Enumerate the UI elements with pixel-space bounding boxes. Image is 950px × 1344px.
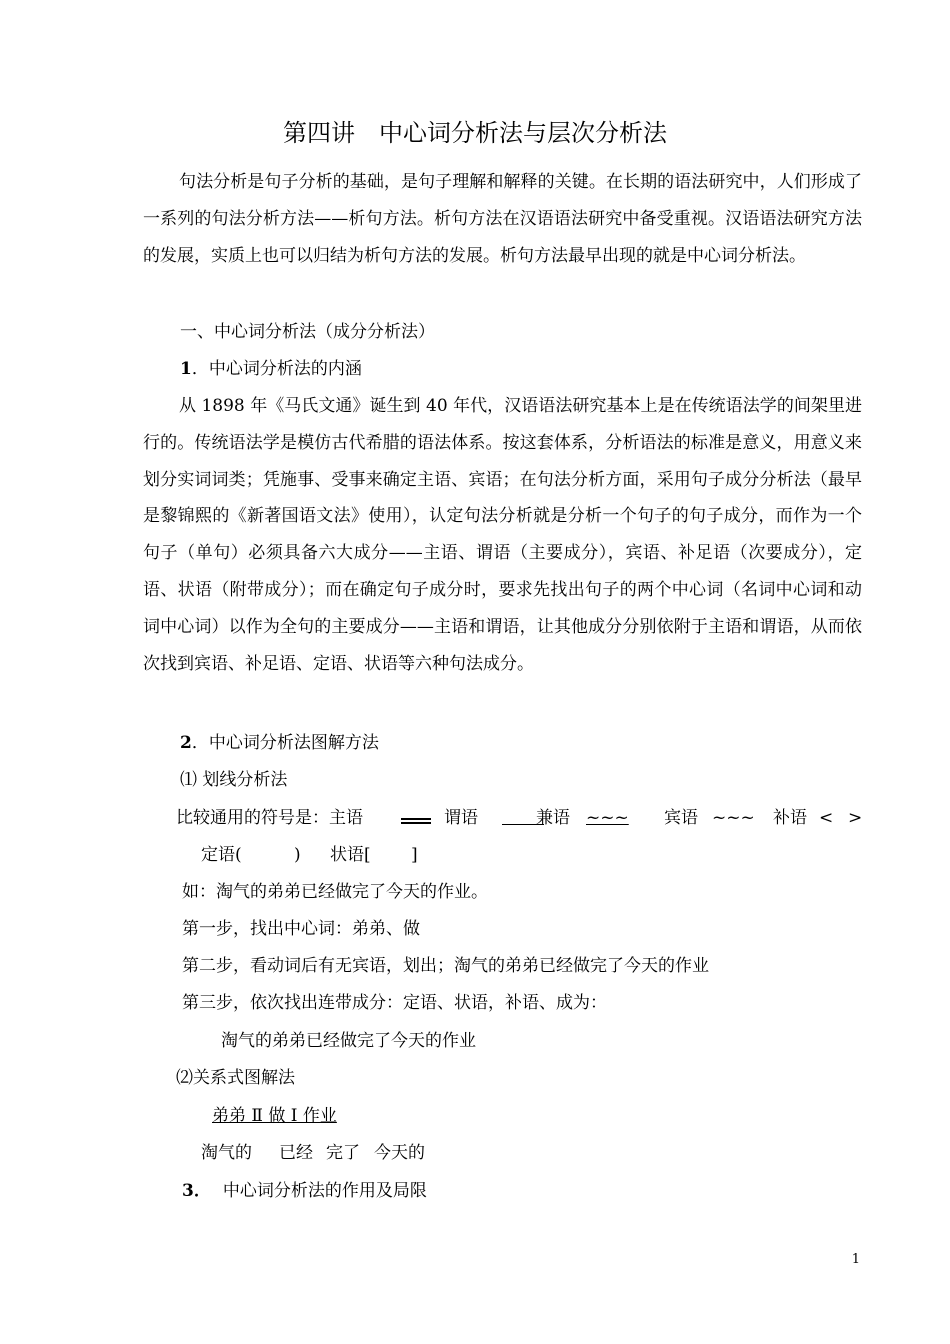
symbols-lead: 比较通用的符号是：主语 [176, 808, 363, 828]
complement-label: 补语 [773, 808, 807, 828]
subject-double-line-bottom [401, 822, 431, 824]
subsection3-text: 中心词分析法的作用及局限 [222, 1181, 427, 1201]
page-number: 1 [851, 1252, 860, 1267]
subsection2-heading [180, 731, 379, 755]
subsection3-heading [182, 1179, 427, 1203]
subsection2-text: ．中心词分析法图解方法 [191, 733, 379, 753]
object-label: 宾语 [664, 808, 698, 828]
subsection2-number: 2 [180, 733, 192, 753]
step-two: 第二步，看动词后有无宾语，划出；淘气的弟弟已经做完了今天的作业 [182, 956, 709, 976]
pivot-wavy-mark: ~~~ [586, 808, 629, 828]
adverbial-close-bracket: ] [411, 845, 418, 865]
subsection1-number: 1 [180, 359, 192, 379]
section1-heading: 一、中心词分析法（成分分析法） [180, 322, 435, 342]
subject-double-line-top [401, 818, 431, 820]
example-sentence: 如：淘气的弟弟已经做完了今天的作业。 [182, 882, 488, 902]
method2-heading: ⑵关系式图解法 [176, 1068, 295, 1088]
complement-close-bracket: > [848, 808, 863, 828]
subsection3-number: 3． [182, 1181, 211, 1201]
page-title: 第四讲 中心词分析法与层次分析法 [283, 119, 667, 147]
diagram-modifier-2: 已经 [279, 1143, 313, 1163]
complement-open-bracket: < [819, 808, 834, 828]
attributive-label: 定语( [201, 845, 242, 865]
diagram-modifier-1: 淘气的 [201, 1143, 252, 1163]
attributive-close-paren: ) [294, 845, 301, 865]
subsection1-text: ．中心词分析法的内涵 [191, 359, 362, 379]
adverbial-label: 状语[ [330, 845, 371, 865]
step-one: 第一步，找出中心词：弟弟、做 [182, 919, 420, 939]
diagram-modifier-4: 今天的 [374, 1143, 425, 1163]
pivot-label: 兼语 [536, 808, 570, 828]
predicate-label: 谓语 [444, 808, 478, 828]
subsection1-body: 从 1898 年《马氏文通》诞生到 40 年代，汉语语法研究基本上是在传统语法学的间架里进行的。传统语法学是模仿古代希腊的语法体系。按这套体系，分析语法的标准是意义，用意义来划分实词词类；凭施事、受事来确定主语、宾语；在句法分析方面，采用句子成分分析法（最早是黎锦熙的《新著国语文法》使用），认定句法分析就是分析一个句子的句子成分，而作为一个句子（单句）必须具备六大成分——主语、谓语（主要成分），宾语、补足语（次要成分），定语、状语（附带成分）；而在确定句子成分时，要求先找出句子的两个中心词（名词中心词和动词中心词）以作为全句的主要成分——主语和谓语，让其他成分分别依附于主语和谓语，从而依次找到宾语、补足语、定语、状语等六种句法成分。 [143, 396, 862, 674]
relation-diagram-main: 弟弟 Ⅱ 做 Ⅰ 作业 [212, 1106, 337, 1126]
diagram-modifier-3: 完了 [326, 1143, 360, 1163]
object-wavy-mark: ~~~ [712, 808, 755, 828]
step-three: 第三步，依次找出连带成分：定语、状语，补语、成为： [182, 993, 607, 1013]
method1-heading: ⑴ 划线分析法 [180, 770, 288, 790]
subsection1-heading [180, 357, 362, 381]
intro-paragraph: 句法分析是句子分析的基础，是句子理解和解释的关键。在长期的语法研究中，人们形成了一系列的句法分析方法——析句方法。析句方法在汉语语法研究中备受重视。汉语语法研究方法的发展，实质上也可以归结为析句方法的发展。析句方法最早出现的就是中心词分析法。 [143, 172, 862, 266]
step-three-sentence: 淘气的弟弟已经做完了今天的作业 [221, 1031, 476, 1051]
